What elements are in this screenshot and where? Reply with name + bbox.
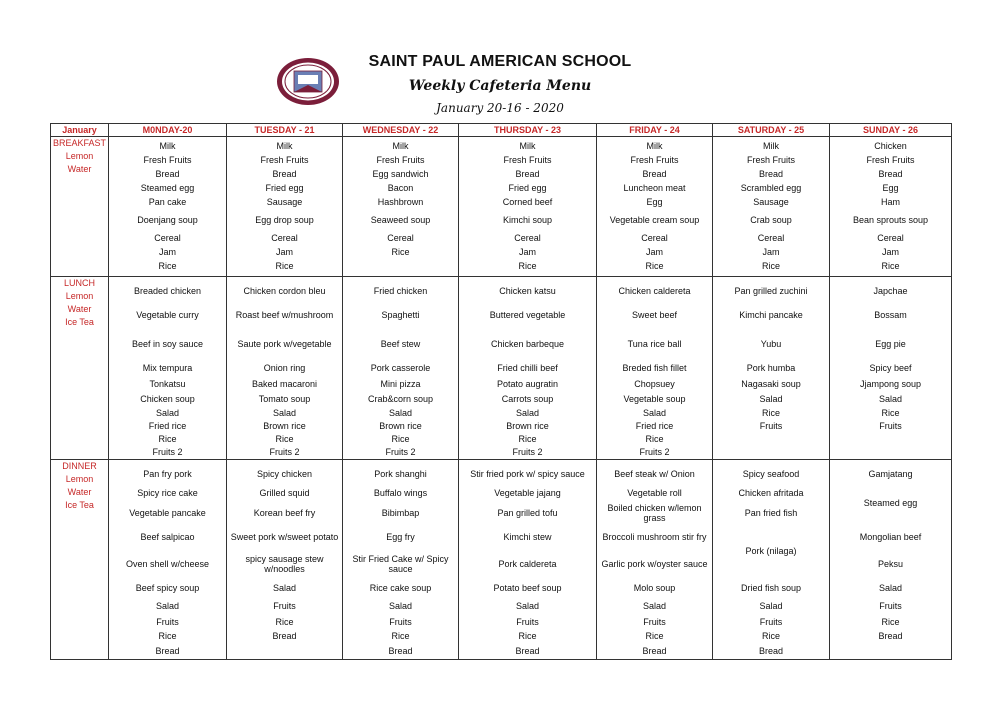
meal-row-breakfast (51, 137, 952, 277)
menu-item: Rice (158, 434, 177, 444)
day-meal-cell (459, 277, 597, 460)
meal-row-lunch (51, 277, 952, 460)
day-header-saturday: SATURDAY - 25 (713, 124, 830, 137)
day-meal-cell (109, 277, 227, 460)
menu-item (713, 432, 829, 446)
menu-item: Pan grilled zuchini (734, 285, 808, 296)
menu-item: Fruits 2 (269, 447, 300, 457)
day-header-row (51, 124, 952, 137)
menu-item: Pork shanghi (374, 468, 427, 479)
menu-item: Milk (276, 141, 293, 151)
menu-item: Breded fish fillet (622, 362, 687, 373)
meal-label-line: Ice Tea (65, 500, 94, 510)
menu-item: Beef in soy sauce (131, 339, 204, 349)
menu-item: Mongolian beef (859, 531, 922, 542)
menu-item: Brown rice (263, 421, 306, 431)
menu-item: Rice (158, 261, 177, 271)
menu-item: Vegetable soup (623, 393, 686, 404)
meal-label-breakfast (51, 137, 109, 277)
menu-item (830, 432, 951, 446)
menu-item: Garlic pork w/oyster sauce (601, 559, 708, 569)
menu-item: Beef stew (380, 339, 421, 349)
day-meal-cell (343, 277, 459, 460)
menu-item: Rice (158, 631, 177, 641)
menu-item: Salad (642, 600, 667, 611)
menu-item: Japchae (873, 285, 908, 296)
menu-item: Bean sprouts soup (852, 215, 929, 225)
month-header: January (51, 124, 109, 137)
day-meal-cell (597, 277, 713, 460)
menu-item: Fresh Fruits (746, 155, 795, 165)
meal-label-line: Lemon (65, 474, 94, 484)
menu-item: Ham (880, 197, 900, 207)
menu-item: Roast beef w/mushroom (235, 310, 334, 320)
menu-item: Milk (646, 141, 663, 151)
menu-item: Jam (762, 247, 780, 257)
meal-label-line: Water (67, 164, 92, 174)
menu-item: Fruits (759, 421, 783, 431)
day-meal-cell (343, 137, 459, 277)
meal-label-line: Lemon (65, 151, 94, 161)
menu-item: Rice (761, 408, 780, 418)
day-meal-cell (713, 137, 830, 277)
menu-item: Vegetable cream soup (609, 215, 700, 225)
menu-item: Nagasaki soup (741, 378, 801, 389)
menu-item: Pan grilled tofu (497, 507, 558, 518)
menu-item: Bread (515, 645, 540, 656)
menu-item (343, 259, 458, 273)
menu-item: spicy sausage stew w/noodles (245, 554, 324, 574)
menu-item: Doenjang soup (137, 215, 198, 225)
menu-item: Beef spicy soup (135, 582, 200, 593)
menu-item: Fresh Fruits (630, 155, 679, 165)
menu-item: Jam (645, 247, 663, 257)
menu-item: Fried egg (508, 183, 547, 193)
menu-item: Bibimbap (381, 507, 420, 518)
day-header-friday: FRIDAY - 24 (597, 124, 713, 137)
menu-item: Bread (515, 169, 540, 179)
menu-item: Bread (878, 169, 903, 179)
menu-item: Gamjatang (868, 468, 913, 479)
menu-item: Fresh Fruits (503, 155, 552, 165)
weekly-menu-table (50, 123, 952, 660)
menu-item: Carrots soup (501, 393, 554, 404)
menu-item: Rice (518, 434, 537, 444)
menu-item: Bread (272, 631, 297, 641)
menu-item: Onion ring (263, 362, 306, 373)
meal-label-lunch (51, 277, 109, 460)
menu-item: Cereal (641, 233, 668, 243)
menu-item: Saute pork w/vegetable (237, 339, 332, 349)
menu-item (227, 643, 342, 658)
menu-item: Brown rice (379, 421, 422, 431)
menu-item: Cereal (757, 233, 785, 243)
day-meal-cell (597, 137, 713, 277)
day-meal-cell (713, 277, 830, 460)
day-header-sunday: SUNDAY - 26 (830, 124, 952, 137)
menu-item: Bossam (874, 310, 907, 320)
menu-item: Mini pizza (380, 378, 421, 389)
menu-item: Molo soup (633, 582, 676, 593)
menu-item: Fruits (156, 616, 179, 627)
menu-item: Chopsuey (634, 378, 675, 389)
menu-item: Fresh Fruits (260, 155, 309, 165)
menu-item: Tomato soup (258, 393, 311, 404)
menu-item: Egg fry (386, 531, 415, 542)
menu-item: Bread (272, 169, 297, 179)
menu-item: Salad (272, 582, 297, 593)
day-header-thursday: THURSDAY - 23 (459, 124, 597, 137)
menu-item: Spicy seafood (742, 468, 800, 479)
menu-item: Corned beef (502, 197, 553, 207)
menu-item: Fried rice (635, 421, 674, 431)
menu-item: Salad (642, 408, 667, 418)
menu-item: Fresh Fruits (376, 155, 425, 165)
meal-label-line: DINNER (62, 461, 97, 471)
menu-item: Pork humba (746, 362, 796, 373)
school-name: SAINT PAUL AMERICAN SCHOOL (368, 53, 632, 70)
menu-item: Hashbrown (377, 197, 424, 207)
meal-label-line: Water (67, 487, 92, 497)
menu-item: Fruits 2 (639, 447, 670, 457)
menu-item: Rice (275, 434, 294, 444)
menu-item: Rice (518, 631, 537, 641)
day-meal-cell (227, 277, 343, 460)
menu-item: Fresh Fruits (866, 155, 915, 165)
menu-item: Rice (881, 408, 900, 418)
day-meal-cell (597, 460, 713, 660)
menu-item: Breaded chicken (133, 285, 202, 296)
menu-item: Rice (645, 261, 664, 271)
menu-item: Baked macaroni (251, 378, 318, 389)
menu-item: Salad (155, 408, 180, 418)
menu-header (0, 0, 1000, 124)
menu-item: Buttered vegetable (489, 310, 566, 320)
menu-item: Cereal (877, 233, 904, 243)
meal-row-dinner (51, 460, 952, 660)
menu-item: Stir Fried Cake w/ Spicy sauce (352, 554, 449, 574)
menu-item: Tonkatsu (149, 378, 186, 389)
menu-title: Weekly Cafeteria Menu (408, 78, 592, 94)
menu-item: Rice (275, 616, 294, 627)
menu-item: Jam (275, 247, 293, 257)
menu-item: Bread (155, 169, 180, 179)
menu-item: Bacon (387, 183, 414, 193)
menu-item: Beef salpicao (140, 531, 195, 542)
menu-item: Spicy rice cake (137, 487, 198, 498)
menu-item: Scrambled egg (740, 183, 802, 193)
menu-item: Cereal (271, 233, 298, 243)
menu-item: Fruits (759, 616, 783, 627)
menu-item: Bread (642, 169, 667, 179)
day-meal-cell (459, 137, 597, 277)
menu-item: Fruits (516, 616, 539, 627)
day-meal-cell (830, 137, 952, 277)
menu-item: Crab&corn soup (367, 393, 434, 404)
day-meal-cell (109, 460, 227, 660)
menu-item: Salad (515, 600, 540, 611)
day-header-tuesday: TUESDAY - 21 (227, 124, 343, 137)
menu-item: Salad (878, 582, 903, 593)
menu-item: Bread (642, 645, 667, 656)
menu-item: Sweet beef (631, 310, 678, 320)
meal-label-line: Water (67, 304, 92, 314)
menu-item: Bread (758, 645, 784, 656)
menu-item: Rice (881, 261, 900, 271)
date-range: January 20-16 - 2020 (436, 101, 564, 115)
menu-item: Pan fried fish (744, 507, 798, 518)
menu-item: Kimchi soup (502, 215, 553, 225)
menu-item: Fruits (273, 600, 296, 611)
menu-item: Stir fried pork w/ spicy sauce (470, 468, 585, 479)
menu-item: Fried chicken (373, 285, 428, 296)
menu-item: Fruits 2 (512, 447, 543, 457)
menu-item: Spicy chicken (256, 468, 313, 479)
menu-item: Bread (155, 645, 180, 656)
menu-item: Cereal (154, 233, 181, 243)
day-meal-cell (830, 277, 952, 460)
menu-item: Rice (761, 261, 780, 271)
menu-item: Yubu (760, 339, 782, 349)
menu-item: Salad (388, 600, 413, 611)
meal-label-line: LUNCH (63, 278, 95, 288)
menu-item: Seaweed soup (370, 215, 431, 225)
menu-item (830, 446, 951, 458)
day-meal-cell (227, 460, 343, 660)
day-meal-cell (459, 460, 597, 660)
menu-item: Sausage (266, 197, 303, 207)
menu-item: Chicken caldereta (618, 285, 691, 296)
menu-item: Bread (878, 631, 903, 641)
menu-item: Fried egg (265, 183, 304, 193)
day-meal-cell (713, 460, 830, 660)
menu-item: Pork casserole (370, 362, 431, 373)
meal-label-dinner (51, 460, 109, 660)
menu-item: Rice (645, 631, 664, 641)
menu-item: Jam (881, 247, 899, 257)
menu-item: Dried fish soup (740, 582, 802, 593)
menu-item: Rice (275, 261, 294, 271)
menu-item: Milk (159, 141, 176, 151)
menu-item: Egg sandwich (372, 169, 429, 179)
menu-item: Tuna rice ball (627, 339, 682, 349)
menu-item: Egg (646, 197, 663, 207)
menu-item: Salad (759, 600, 783, 611)
menu-item: Luncheon meat (623, 183, 686, 193)
menu-item: Boiled chicken w/lemon grass (607, 502, 702, 523)
menu-item: Egg pie (875, 339, 906, 349)
menu-item: Fresh Fruits (143, 155, 192, 165)
menu-item: Egg (882, 183, 899, 193)
menu-item: Mix tempura (142, 362, 193, 373)
menu-item: Fruits (879, 421, 902, 431)
menu-item: Buffalo wings (373, 487, 428, 498)
menu-item: Fruits 2 (385, 447, 416, 457)
menu-item: Sweet pork w/sweet potato (230, 531, 339, 542)
menu-item: Vegetable curry (136, 310, 199, 320)
menu-item: Potato augratin (496, 378, 559, 389)
day-meal-cell (227, 137, 343, 277)
menu-item: Vegetable roll (627, 487, 682, 498)
menu-item: Korean beef fry (253, 507, 316, 518)
menu-item: Jjampong soup (859, 378, 922, 389)
day-meal-cell (109, 137, 227, 277)
menu-item: Chicken barbeque (490, 339, 565, 349)
menu-item: Fruits (879, 600, 902, 611)
menu-item: Rice (518, 261, 537, 271)
menu-item: Rice (391, 434, 410, 444)
menu-item: Kimchi stew (503, 531, 552, 542)
menu-item: Salad (759, 393, 783, 404)
menu-item: Steamed egg (863, 498, 918, 508)
meal-label-line: Ice Tea (65, 317, 94, 327)
menu-item: Broccoli mushroom stir fry (602, 531, 707, 542)
menu-item (830, 643, 951, 658)
menu-item: Pork caldereta (498, 559, 557, 569)
menu-item: Oven shell w/cheese (125, 559, 210, 569)
menu-item: Rice (761, 631, 780, 641)
menu-item: Fruits (643, 616, 666, 627)
menu-item: Pan cake (148, 197, 187, 207)
menu-item: Bread (388, 645, 413, 656)
menu-item: Sausage (753, 197, 789, 207)
menu-item: Rice (645, 434, 664, 444)
menu-item: Chicken afritada (738, 487, 804, 498)
menu-item: Potato beef soup (493, 582, 562, 593)
day-header-monday: M0NDAY-20 (109, 124, 227, 137)
menu-item: Brown rice (506, 421, 549, 431)
menu-item: Pork (nilaga) (745, 545, 797, 556)
menu-item: Chicken cordon bleu (243, 285, 326, 296)
day-meal-cell (830, 460, 952, 660)
menu-item: Jam (518, 247, 536, 257)
menu-item: Chicken (874, 141, 907, 151)
menu-item: Chicken soup (140, 393, 195, 404)
menu-item: Spaghetti (381, 310, 420, 320)
menu-item: Steamed egg (140, 183, 195, 193)
menu-item: Rice (881, 616, 900, 627)
menu-item: Milk (519, 141, 536, 151)
menu-item: Milk (763, 141, 779, 151)
menu-item: Chicken katsu (499, 285, 556, 296)
menu-item: Vegetable pancake (129, 507, 206, 518)
menu-item: Kimchi pancake (739, 310, 803, 320)
menu-item: Fruits (389, 616, 412, 627)
menu-item: Fruits 2 (152, 447, 183, 457)
menu-item: Beef steak w/ Onion (614, 468, 695, 479)
meal-label-line: BREAKFAST (52, 138, 106, 148)
menu-item: Fried rice (148, 421, 187, 431)
menu-item: Spicy beef (869, 362, 912, 373)
menu-item: Rice cake soup (369, 582, 432, 593)
menu-item: Pan fry pork (143, 468, 192, 479)
menu-item: Jam (158, 247, 176, 257)
menu-item: Rice (391, 247, 410, 257)
menu-item: Grilled squid (259, 487, 310, 498)
menu-item: Peksu (877, 559, 903, 569)
menu-item: Bread (758, 169, 784, 179)
menu-item: Salad (515, 408, 540, 418)
menu-item: Milk (392, 141, 409, 151)
day-header-wednesday: WEDNESDAY - 22 (343, 124, 459, 137)
menu-item: Egg drop soup (255, 215, 314, 225)
menu-item: Salad (878, 393, 903, 404)
menu-item: Rice (391, 631, 410, 641)
menu-item: Cereal (387, 233, 414, 243)
day-meal-cell (343, 460, 459, 660)
menu-item: Salad (155, 600, 180, 611)
menu-item: Cereal (514, 233, 541, 243)
menu-item: Crab soup (750, 215, 792, 225)
menu-item: Vegetable jajang (494, 487, 561, 498)
menu-item (713, 446, 829, 458)
meal-label-line: Lemon (65, 291, 94, 301)
menu-item: Salad (388, 408, 413, 418)
menu-item: Salad (272, 408, 297, 418)
menu-item: Fried chilli beef (497, 362, 558, 373)
